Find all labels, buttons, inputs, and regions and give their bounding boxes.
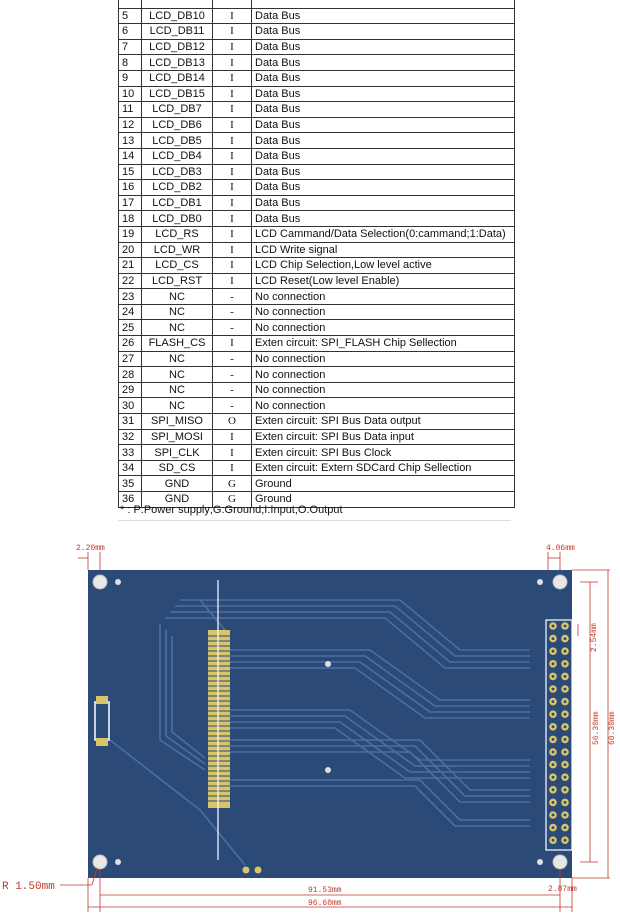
header-pin-hole	[564, 675, 567, 678]
pin-name: LCD_DB11	[142, 24, 213, 40]
pin-description: Exten circuit: SPI Bus Data output	[252, 414, 515, 430]
pin-name: LCD_CS	[142, 258, 213, 274]
pin-type: I	[213, 211, 252, 227]
bottom-pad	[255, 867, 262, 874]
pin-name: FLASH_CS	[142, 336, 213, 352]
pin-number: 6	[119, 24, 142, 40]
pin-name: LCD_DB12	[142, 39, 213, 55]
header-pin-hole	[564, 763, 567, 766]
pin-definition-table	[118, 0, 515, 508]
pin-name: SD_CS	[142, 460, 213, 476]
pin-name: GND	[142, 492, 213, 508]
pin-number: 9	[119, 70, 142, 86]
pin-row	[119, 148, 515, 164]
pin-type: -	[213, 351, 252, 367]
pin-name	[142, 0, 213, 8]
pin-number: 18	[119, 211, 142, 227]
pin-type: I	[213, 242, 252, 258]
pin-description: Data Bus	[252, 117, 515, 133]
pin-type: I	[213, 164, 252, 180]
pin-name: LCD_RS	[142, 226, 213, 242]
pin-type: G	[213, 492, 252, 508]
pin-row	[119, 39, 515, 55]
pin-description: Data Bus	[252, 195, 515, 211]
pin-type: O	[213, 414, 252, 430]
pin-name: NC	[142, 289, 213, 305]
pin-type: -	[213, 382, 252, 398]
pin-number: 15	[119, 164, 142, 180]
pin-description: Data Bus	[252, 39, 515, 55]
header-pin-hole	[552, 713, 555, 716]
pin-name: NC	[142, 382, 213, 398]
pin-type: I	[213, 195, 252, 211]
pin-number: 5	[119, 8, 142, 24]
pin-description: Data Bus	[252, 24, 515, 40]
pin-type: -	[213, 304, 252, 320]
pin-type: I	[213, 273, 252, 289]
pin-description: No connection	[252, 367, 515, 383]
pin-type: I	[213, 86, 252, 102]
bottom-pad	[243, 867, 250, 874]
pin-type: I	[213, 39, 252, 55]
pin-type: -	[213, 289, 252, 305]
header-pin-hole	[552, 625, 555, 628]
pin-number: 25	[119, 320, 142, 336]
pin-name: NC	[142, 320, 213, 336]
pin-row	[119, 367, 515, 383]
pin-type: I	[213, 148, 252, 164]
header-pin-hole	[552, 814, 555, 817]
pin-row	[119, 211, 515, 227]
pin-row	[119, 242, 515, 258]
pin-description: Exten circuit: SPI Bus Clock	[252, 445, 515, 461]
pin-number: 12	[119, 117, 142, 133]
pin-row	[119, 8, 515, 24]
pin-name: NC	[142, 398, 213, 414]
header-pin-hole	[552, 826, 555, 829]
pin-row	[119, 304, 515, 320]
pin-type: I	[213, 429, 252, 445]
header-pin-hole	[564, 788, 567, 791]
pin-number: 16	[119, 180, 142, 196]
pin-number: 17	[119, 195, 142, 211]
pin-name: LCD_DB15	[142, 86, 213, 102]
header-pin-hole	[564, 725, 567, 728]
pin-name: LCD_DB3	[142, 164, 213, 180]
pin-row	[119, 382, 515, 398]
pin-type	[213, 0, 252, 8]
pin-row	[119, 398, 515, 414]
pin-name: LCD_DB10	[142, 8, 213, 24]
header-pin-hole	[552, 776, 555, 779]
pin-description: No connection	[252, 289, 515, 305]
header-pin-hole	[552, 763, 555, 766]
pin-description: Data Bus	[252, 211, 515, 227]
header-pin-hole	[564, 700, 567, 703]
pin-description: Exten circuit: Extern SDCard Chip Sellection	[252, 460, 515, 476]
table-bottom-rule	[118, 520, 511, 521]
pin-type: I	[213, 117, 252, 133]
header-pin-hole	[552, 738, 555, 741]
pin-description: Ground	[252, 476, 515, 492]
pin-description: Data Bus	[252, 180, 515, 196]
pin-description: No connection	[252, 320, 515, 336]
pin-row	[119, 273, 515, 289]
pin-number: 28	[119, 367, 142, 383]
dim-pin-pitch: 2.54mm	[590, 623, 599, 652]
header-pin-hole	[552, 700, 555, 703]
pin-number: 36	[119, 492, 142, 508]
pin-row	[119, 226, 515, 242]
pin-type: -	[213, 398, 252, 414]
pin-number: 22	[119, 273, 142, 289]
pin-number: 21	[119, 258, 142, 274]
dim-outer-width: 96.60mm	[308, 899, 342, 908]
pin-number: 10	[119, 86, 142, 102]
header-pin-hole	[564, 814, 567, 817]
pin-row	[119, 117, 515, 133]
pin-type: I	[213, 133, 252, 149]
dim-hole-radius: R 1.50mm	[2, 881, 55, 893]
pin-row	[119, 24, 515, 40]
pin-type: I	[213, 8, 252, 24]
pin-name: GND	[142, 476, 213, 492]
pin-row	[119, 336, 515, 352]
pin-description: No connection	[252, 351, 515, 367]
pin-number: 14	[119, 148, 142, 164]
pin-number: 29	[119, 382, 142, 398]
pin-type: -	[213, 367, 252, 383]
pin-type: I	[213, 258, 252, 274]
pin-name: LCD_DB0	[142, 211, 213, 227]
pin-type: I	[213, 55, 252, 71]
header-pin-hole	[552, 801, 555, 804]
dim-outer-height: 60.30mm	[608, 711, 617, 745]
dim-corner-offset: 2.87mm	[548, 885, 577, 894]
pin-name: SPI_MOSI	[142, 429, 213, 445]
pin-row	[119, 195, 515, 211]
pin-type: I	[213, 445, 252, 461]
pin-name: LCD_WR	[142, 242, 213, 258]
pin-row	[119, 258, 515, 274]
header-pin-hole	[552, 839, 555, 842]
pin-number: 23	[119, 289, 142, 305]
pin-description: Data Bus	[252, 55, 515, 71]
pin-row	[119, 289, 515, 305]
pin-name: LCD_DB4	[142, 148, 213, 164]
pin-row	[119, 0, 515, 8]
dim-inner-width: 91.53mm	[308, 886, 342, 895]
pin-type-legend: * : P:Power supply;G:Ground;I:Input;O:Output	[120, 504, 343, 516]
pin-name: LCD_DB14	[142, 70, 213, 86]
pin-type: I	[213, 102, 252, 118]
pin-number: 34	[119, 460, 142, 476]
pin-row	[119, 414, 515, 430]
pin-description: LCD Cammand/Data Selection(0:cammand;1:Data)	[252, 226, 515, 242]
pin-type: I	[213, 24, 252, 40]
pin-number: 11	[119, 102, 142, 118]
pin-row	[119, 70, 515, 86]
pin-row	[119, 460, 515, 476]
pin-type: I	[213, 180, 252, 196]
pin-number: 24	[119, 304, 142, 320]
header-pin-hole	[552, 637, 555, 640]
pin-row	[119, 102, 515, 118]
pin-description: No connection	[252, 304, 515, 320]
pin-number: 33	[119, 445, 142, 461]
pin-row	[119, 133, 515, 149]
pin-description: Data Bus	[252, 70, 515, 86]
pin-type: I	[213, 336, 252, 352]
pin-description: Data Bus	[252, 86, 515, 102]
pin-number: 26	[119, 336, 142, 352]
pin-row	[119, 351, 515, 367]
pin-name: NC	[142, 367, 213, 383]
pin-description: Ground	[252, 492, 515, 508]
pin-name: LCD_RST	[142, 273, 213, 289]
pin-name: LCD_DB6	[142, 117, 213, 133]
pin-name: LCD_DB2	[142, 180, 213, 196]
pin-name: LCD_DB1	[142, 195, 213, 211]
pin-description: Data Bus	[252, 133, 515, 149]
pin-row	[119, 429, 515, 445]
header-pin-hole	[564, 776, 567, 779]
header-pin-hole	[564, 751, 567, 754]
pin-name: SPI_CLK	[142, 445, 213, 461]
header-pin-hole	[552, 650, 555, 653]
pin-number	[119, 0, 142, 8]
pin-description: Data Bus	[252, 8, 515, 24]
pcb-dimension-drawing	[0, 540, 620, 913]
pin-description: Exten circuit: SPI Bus Data input	[252, 429, 515, 445]
pin-description: LCD Write signal	[252, 242, 515, 258]
pin-description: No connection	[252, 382, 515, 398]
header-pin-hole	[564, 713, 567, 716]
pin-number: 32	[119, 429, 142, 445]
pin-row	[119, 55, 515, 71]
header-pin-hole	[564, 801, 567, 804]
pin-type: I	[213, 460, 252, 476]
pin-name: LCD_DB7	[142, 102, 213, 118]
pin-type: G	[213, 476, 252, 492]
pin-name: SPI_MISO	[142, 414, 213, 430]
header-pin-hole	[564, 826, 567, 829]
pin-description: Data Bus	[252, 164, 515, 180]
pin-row	[119, 476, 515, 492]
pin-number: 7	[119, 39, 142, 55]
pin-description: Data Bus	[252, 102, 515, 118]
pin-number: 30	[119, 398, 142, 414]
header-pin-hole	[564, 839, 567, 842]
pin-description: Data Bus	[252, 148, 515, 164]
header-pin-hole	[564, 625, 567, 628]
dim-hole-offset-right: 4.06mm	[546, 544, 575, 553]
header-pin-hole	[564, 738, 567, 741]
header-pin-hole	[564, 650, 567, 653]
pin-type: I	[213, 226, 252, 242]
header-pin-hole	[552, 662, 555, 665]
pin-row	[119, 445, 515, 461]
dim-hole-offset-left: 2.20mm	[76, 544, 105, 553]
header-pin-hole	[564, 688, 567, 691]
header-pin-hole	[552, 675, 555, 678]
pin-name: NC	[142, 351, 213, 367]
pin-number: 8	[119, 55, 142, 71]
pin-number: 20	[119, 242, 142, 258]
pin-row	[119, 320, 515, 336]
pin-description: LCD Chip Selection,Low level active	[252, 258, 515, 274]
pin-type: -	[213, 320, 252, 336]
pin-name: LCD_DB5	[142, 133, 213, 149]
header-pin-hole	[552, 725, 555, 728]
pin-description	[252, 0, 515, 8]
pin-number: 27	[119, 351, 142, 367]
pin-description: LCD Reset(Low level Enable)	[252, 273, 515, 289]
pin-number: 31	[119, 414, 142, 430]
pin-description: Exten circuit: SPI_FLASH Chip Sellection	[252, 336, 515, 352]
pin-name: LCD_DB13	[142, 55, 213, 71]
header-pin-hole	[564, 662, 567, 665]
header-pin-hole	[552, 751, 555, 754]
pin-name: NC	[142, 304, 213, 320]
pin-number: 35	[119, 476, 142, 492]
header-pin-hole	[552, 688, 555, 691]
pin-row	[119, 164, 515, 180]
pin-number: 19	[119, 226, 142, 242]
pin-row	[119, 180, 515, 196]
header-pin-hole	[564, 637, 567, 640]
pin-description: No connection	[252, 398, 515, 414]
pin-number: 13	[119, 133, 142, 149]
dim-inner-height: 56.30mm	[592, 711, 601, 745]
pin-type: I	[213, 70, 252, 86]
pin-row	[119, 86, 515, 102]
header-pin-hole	[552, 788, 555, 791]
